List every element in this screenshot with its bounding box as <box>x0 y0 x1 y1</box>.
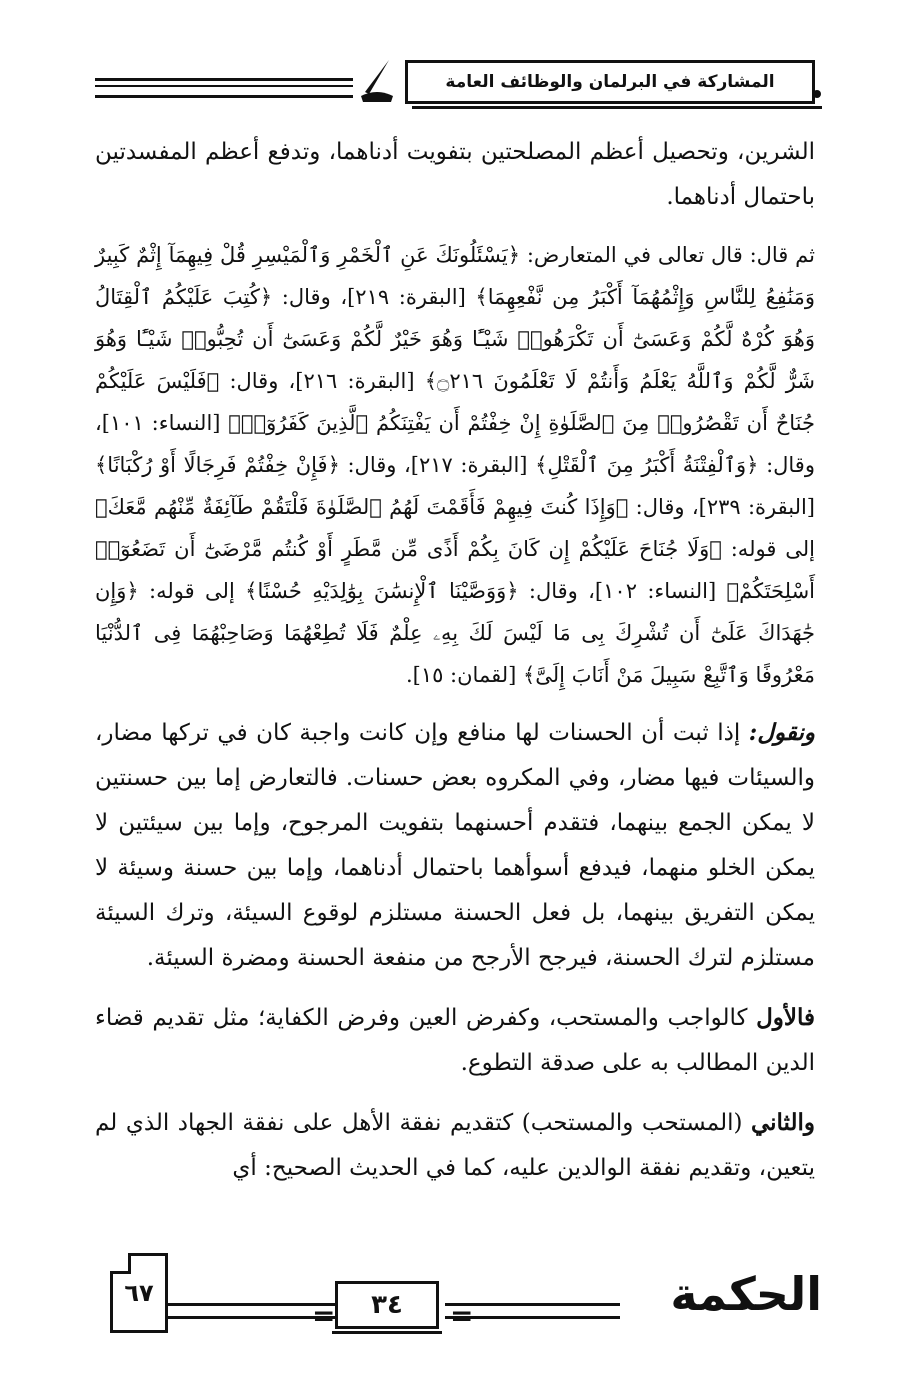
footer-separator: = <box>312 1299 336 1332</box>
paragraph-text: إذا ثبت أن الحسنات لها منافع وإن كانت واجبة كان في تركها مضار، والسيئات فيها مضار، وفي المكروه بعض حسنات. فالتعارض إما بين حسنتين لا يمكن الجمع بينهما، فتقدم أحسنهما بتفويت المرجوح، وإما بين سيئتين لا يمكن الخلو منهما، فيدفع أسوأهما باحتمال أدناهما، وإما بين حسنة وسيئة لا يمكن التفريق بينهما، بل فعل الحسنة مستلزم لوقوع السيئة، وترك السيئة مستلزم لترك الحسنة، فيرجح الأرجح من منفعة الحسنة ومضرة السيئة. <box>95 720 815 971</box>
running-header <box>95 58 815 108</box>
page-body <box>95 130 815 1205</box>
page-number: ٦٧ <box>110 1253 168 1333</box>
issue-number: ٣٤ <box>335 1281 439 1329</box>
paragraph-first <box>95 995 815 1086</box>
paragraph-second <box>95 1100 815 1191</box>
paragraph-quran-citations: ثم قال: قال تعالى في المتعارض: ﴿يَسْئَلُونَكَ عَنِ ٱلْخَمْرِ وَٱلْمَيْسِرِ قُلْ فِيهِمَآ إِثْمٌ كَبِيرٌ وَمَنَٰفِعُ لِلنَّاسِ وَإِثْمُهُمَآ أَكْبَرُ مِن نَّفْعِهِمَا﴾ [البقرة: ٢١٩]، وقال: ﴿كُتِبَ عَلَيْكُمُ ٱلْقِتَالُ وَهُوَ كُرْهٌ لَّكُمْ وَعَسَىٰٓ أَن تَكْرَهُوا۟ شَيْـًٔا وَهُوَ خَيْرٌ لَّكُمْ وَعَسَىٰٓ أَن تُحِبُّوا۟ شَيْـًٔا وَهُوَ شَرٌّ لَّكُمْ وَٱللَّهُ يَعْلَمُ وَأَنتُمْ لَا تَعْلَمُونَ ۝٢١٦﴾ [البقرة: ٢١٦]، وقال: ﴿فَلَيْسَ عَلَيْكُمْ جُنَاحٌ أَن تَقْصُرُوا۟ مِنَ ٱلصَّلَوٰةِ إِنْ خِفْتُمْ أَن يَفْتِنَكُمُ ٱلَّذِينَ كَفَرُوٓا۟﴾ [النساء: ١٠١]، وقال: ﴿وَٱلْفِتْنَةُ أَكْبَرُ مِنَ ٱلْقَتْلِ﴾ [البقرة: ٢١٧]، وقال: ﴿فَإِنْ خِفْتُمْ فَرِجَالًا أَوْ رُكْبَانًا﴾ [البقرة: ٢٣٩]، وقال: ﴿وَإِذَا كُنتَ فِيهِمْ فَأَقَمْتَ لَهُمُ ٱلصَّلَوٰةَ فَلْتَقُمْ طَآئِفَةٌ مِّنْهُم مَّعَكَ﴾ إلى قوله: ﴿وَلَا جُنَاحَ عَلَيْكُمْ إِن كَانَ بِكُمْ أَذًى مِّن مَّطَرٍ أَوْ كُنتُم مَّرْضَىٰٓ أَن تَضَعُوٓا۟ أَسْلِحَتَكُمْ﴾ [النساء: ١٠٢]، وقال: ﴿وَوَصَّيْنَا ٱلْإِنسَٰنَ بِوَٰلِدَيْهِ حُسْنًا﴾ إلى قوله: ﴿وَإِن جَٰهَدَاكَ عَلَىٰٓ أَن تُشْرِكَ بِى مَا لَيْسَ لَكَ بِهِۦ عِلْمٌ فَلَا تُطِعْهُمَا وَصَاحِبْهُمَا فِى ٱلدُّنْيَا مَعْرُوفًا وَٱتَّبِعْ سَبِيلَ مَنْ أَنَابَ إِلَىَّ﴾ [لقمان: ١٥]. <box>95 243 815 687</box>
header-title: المشاركة في البرلمان والوظائف العامة <box>405 60 815 104</box>
margin-dot <box>813 90 821 98</box>
quill-inkwell-icon <box>357 58 397 104</box>
page-footer <box>90 1245 830 1345</box>
paragraph-continuation: الشرين، وتحصيل أعظم المصلحتين بتفويت أدناهما، وتدفع أعظم المفسدتين باحتمال أدناهما. <box>95 139 815 210</box>
paragraph-lead: ونقول: <box>748 719 815 746</box>
paragraph-text: (المستحب والمستحب) كتقديم نفقة الأهل على نفقة الجهاد الذي لم يتعين، وتقديم نفقة الوالدين عليه، كما في الحديث الصحيح: أي <box>95 1110 815 1181</box>
paragraph-we-say <box>95 710 815 981</box>
paragraph-lead: فالأول <box>756 1004 815 1031</box>
header-rule <box>95 78 353 98</box>
magazine-logo: الحكمة <box>670 1267 822 1321</box>
paragraph-text: كالواجب والمستحب، وكفرض العين وفرض الكفاية؛ مثل تقديم قضاء الدين المطالب به على صدقة التطوع. <box>95 1005 815 1076</box>
footer-separator: = <box>450 1299 474 1332</box>
paragraph-lead: والثاني <box>750 1109 815 1136</box>
